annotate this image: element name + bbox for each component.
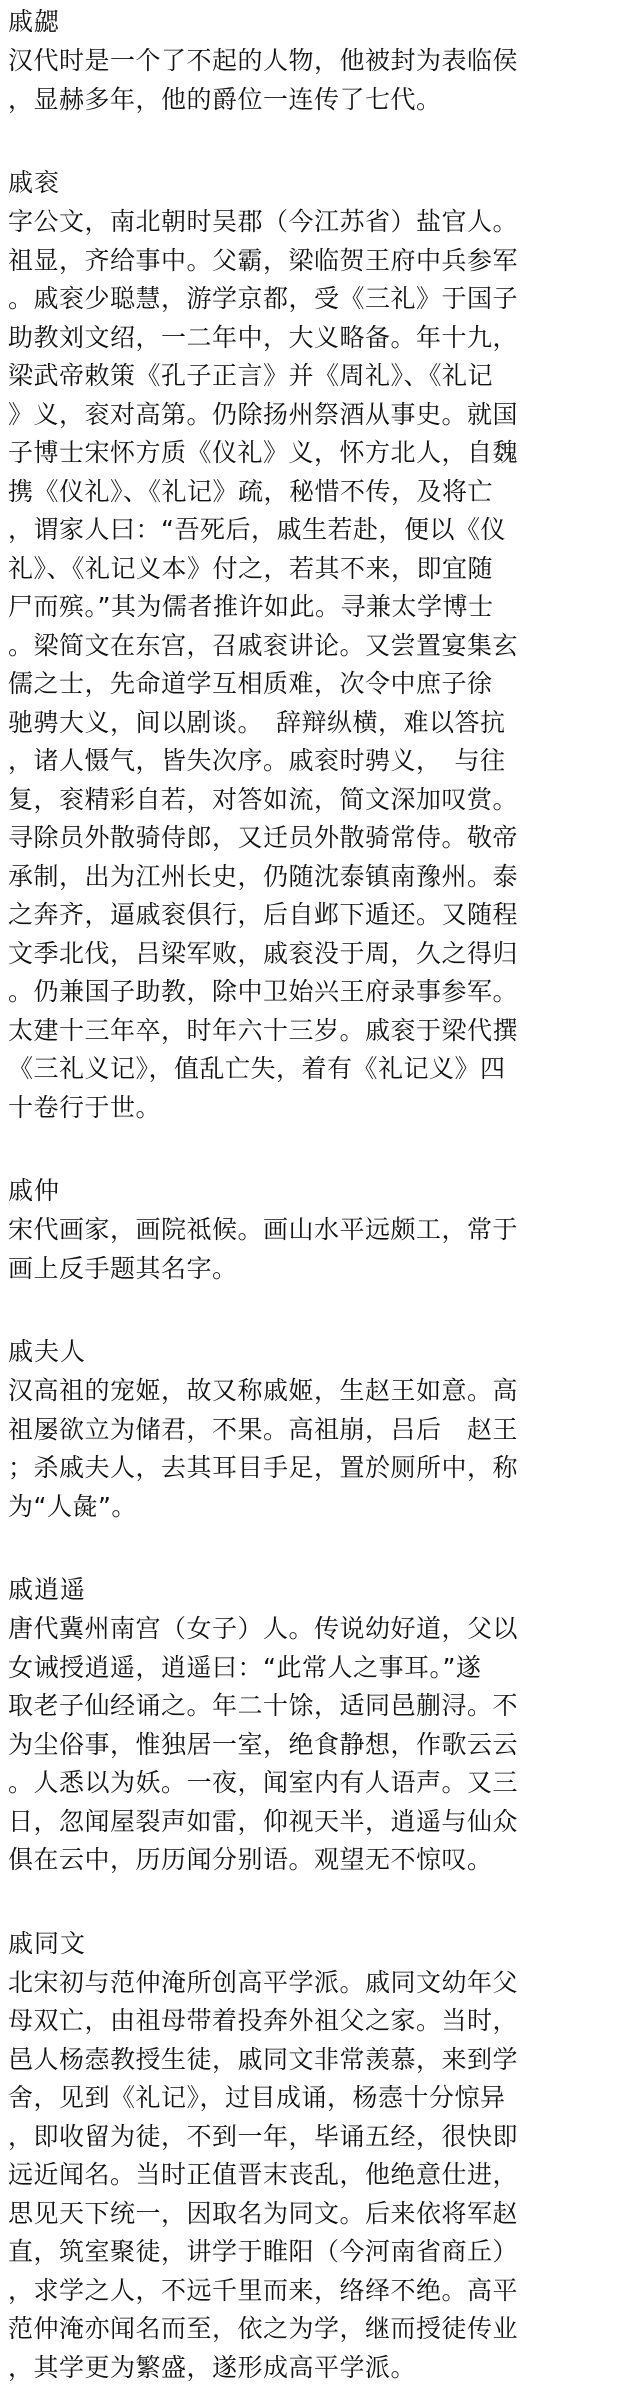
text-line: 子博士宋怀方质《仪礼》义，怀方北人，自魏 <box>8 438 519 467</box>
text-line: 邑人杨悫教授生徒，戚同文非常羡慕，来到学 <box>8 2044 519 2074</box>
entry-qi-xiaoyao <box>8 1572 632 1880</box>
text-line: 远近闻名。当时正值晋末丧乱，他绝意仕进， <box>8 2160 519 2189</box>
text-line: 汉代时是一个了不起的人物，他被封为表临侯 <box>8 46 519 75</box>
section-divider <box>8 1880 632 1926</box>
text-line: 》义，衮对高第。仍除扬州祭酒从事史。就国 <box>8 399 519 429</box>
text-line: 文季北伐，吕梁军败，戚衮没于周，久之得归 <box>8 938 519 968</box>
text-line: ，其学更为繁盛，遂形成高平学派。 <box>8 2352 417 2382</box>
text-line: 。人悉以为妖。一夜，闻室内有人语声。又三 <box>8 1768 519 1797</box>
text-line: 携《仪礼》、《礼记》疏，秘惜不传，及将亡 <box>8 476 494 506</box>
section-divider <box>8 1288 632 1334</box>
text-line: 。仍兼国子助教，除中卫始兴王府录事参军。 <box>8 977 519 1006</box>
entry-body <box>8 42 632 119</box>
text-line: 。戚衮少聪慧，游学京都，受《三礼》于国子 <box>8 284 519 313</box>
entry-title: 戚衮 <box>8 168 61 197</box>
entry-body <box>8 1372 632 1526</box>
text-line: ，诸人慑气，皆失次序。戚衮时骋义， 与往 <box>8 746 506 775</box>
text-line: 女诫授逍遥，逍遥曰：“此常人之事耳。”遂 <box>8 1652 482 1682</box>
text-line: 取老子仙经诵之。年二十馀，适同邑蒯浔。不 <box>8 1691 519 1720</box>
text-line: 《三礼义记》，值乱亡失，着有《礼记义》四 <box>8 1054 506 1083</box>
text-line: 祖显，齐给事中。父霸，梁临贺王府中兵参军 <box>8 245 519 275</box>
text-line: 字公文，南北朝时吴郡（今江苏省）盐官人。 <box>8 207 519 236</box>
text-line: 祖屡欲立为储君，不果。高祖崩，吕后 赵王 <box>8 1414 519 1444</box>
entry-qi-gun <box>8 165 632 1127</box>
text-line: 寻除员外散骑侍郎，又迁员外散骑常侍。敬帝 <box>8 823 519 852</box>
entry-qi-furen <box>8 1334 632 1526</box>
text-line: 。梁简文在东宫，召戚衮讲论。又尝置宴集玄 <box>8 630 519 660</box>
entry-body <box>8 203 632 1127</box>
text-line: 宋代画家，画院祗候。画山水平远颇工，常于 <box>8 1215 519 1244</box>
entry-title: 戚勰 <box>8 7 61 36</box>
text-line: 礼》、《礼记义本》付之，若其不来，即宜随 <box>8 553 494 583</box>
text-line: 为“人彘”。 <box>8 1491 137 1521</box>
entry-body <box>8 1211 632 1288</box>
text-line: ，求学之人，不远千里而来，络绎不绝。高平 <box>8 2275 519 2305</box>
text-line: 梁武帝敕策《孔子正言》并《周礼》、《礼记 <box>8 361 494 390</box>
text-line: 舍，见到《礼记》，过目成诵，杨悫十分惊异 <box>8 2083 506 2112</box>
entry-qi-tongwen <box>8 1926 632 2388</box>
text-line: 复，衮精彩自若，对答如流，简文深加叹赏。 <box>8 784 519 814</box>
entry-title: 戚逍遥 <box>8 1575 87 1604</box>
section-divider <box>8 119 632 165</box>
text-line: 十卷行于世。 <box>8 1092 162 1122</box>
entry-body <box>8 1610 632 1880</box>
text-line: 尸而殡。”其为儒者推许如此。寻兼太学博士 <box>8 592 494 621</box>
entry-body <box>8 1964 632 2388</box>
text-line: 思见天下统一，因取名为同文。后来依将军赵 <box>8 2198 519 2228</box>
text-line: 助教刘文绍，一二年中，大义略备。年十九， <box>8 322 519 352</box>
text-line: 唐代冀州南宫（女子）人。传说幼好道，父以 <box>8 1614 519 1643</box>
entry-title: 戚夫人 <box>8 1337 87 1366</box>
text-line: ，即收留为徒，不到一年，毕诵五经，很快即 <box>8 2121 519 2151</box>
text-line: 直，筑室聚徒，讲学于睢阳（今河南省商丘） <box>8 2237 519 2266</box>
text-line: 俱在云中，历历闻分别语。观望无不惊叹。 <box>8 1845 493 1874</box>
text-line: 日，忽闻屋裂声如雷，仰视天半，逍遥与仙众 <box>8 1806 519 1836</box>
text-line: 太建十三年卒，时年六十三岁。戚衮于梁代撰 <box>8 1015 519 1045</box>
text-line: 承制，出为江州长史，仍随沈泰镇南豫州。泰 <box>8 861 519 891</box>
text-line: ；杀戚夫人，去其耳目手足，置於厕所中，称 <box>8 1453 519 1482</box>
text-line: 北宋初与范仲淹所创高平学派。戚同文幼年父 <box>8 1967 519 1997</box>
entry-title: 戚同文 <box>8 1928 87 1958</box>
text-line: ，谓家人曰：“吾死后，戚生若赴，便以《仪 <box>8 515 506 544</box>
text-line: 儒之士，先命道学互相质难，次令中庶子徐 <box>8 669 493 698</box>
text-line: 母双亡，由祖母带着投奔外祖父之家。当时， <box>8 2006 519 2035</box>
text-line: 画上反手题其名字。 <box>8 1253 238 1283</box>
entry-title: 戚仲 <box>8 1176 61 1205</box>
entry-qi-zhong <box>8 1173 632 1288</box>
text-line: 驰骋大义，间以剧谈。 辞辩纵横，难以答抗 <box>8 707 506 737</box>
text-line: ，显赫多年，他的爵位一连传了七代。 <box>8 84 442 114</box>
section-divider <box>8 1526 632 1572</box>
text-line: 之奔齐，逼戚衮俱行，后自邺下遁还。又随程 <box>8 900 519 929</box>
entry-qi-xie <box>8 4 632 119</box>
text-line: 汉高祖的宠姬，故又称戚姬，生赵王如意。高 <box>8 1376 519 1405</box>
text-line: 范仲淹亦闻名而至，依之为学，继而授徒传业 <box>8 2314 519 2343</box>
section-divider <box>8 1127 632 1173</box>
text-line: 为尘俗事，惟独居一室，绝食静想，作歌云云 <box>8 1729 519 1759</box>
